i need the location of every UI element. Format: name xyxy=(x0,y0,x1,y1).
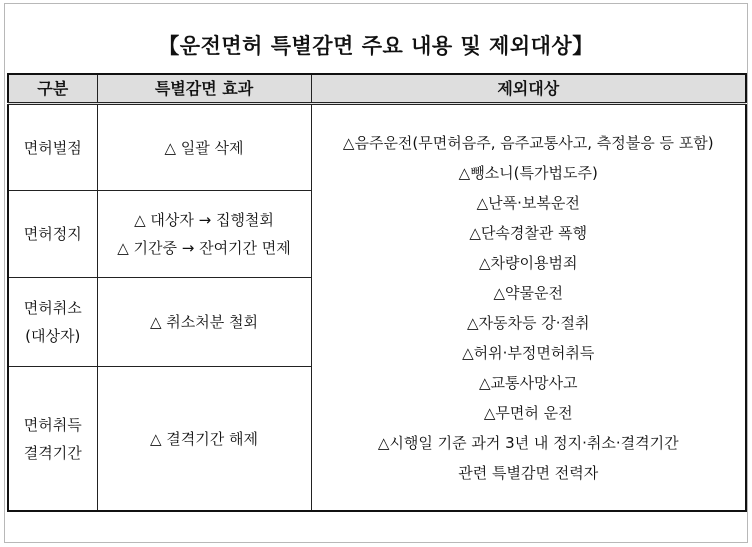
effect-line: △ 대상자 → 집행철회 xyxy=(134,211,274,229)
row-category xyxy=(8,367,97,512)
effect-line: △ 결격기간 해제 xyxy=(149,429,258,448)
exclusion-item: 관련 특별감면 전력자 xyxy=(458,463,599,482)
exclusion-item: △뺑소니(특가법도주) xyxy=(458,163,598,182)
row-category xyxy=(8,278,97,367)
exclusion-item: △음주운전(무면허음주, 음주교통사고, 측정불응 등 포함) xyxy=(342,133,714,152)
exclusion-item: △난폭·보복운전 xyxy=(476,193,580,212)
category-line: 면허취소 xyxy=(23,299,82,317)
row-effect xyxy=(97,104,311,191)
category-line: 면허벌점 xyxy=(23,138,82,157)
header-exclusion: 제외대상 xyxy=(311,74,746,104)
exemption-table xyxy=(7,73,747,512)
exclusion-item: △허위·부정면허취득 xyxy=(462,343,595,362)
exclusion-item: △약물운전 xyxy=(493,283,563,302)
category-line: 결격기간 xyxy=(23,443,82,462)
row-category xyxy=(8,104,97,191)
effect-line: △ 기간중 → 잔여기간 면제 xyxy=(117,239,291,257)
table-row xyxy=(8,104,746,191)
category-line: 면허취득 xyxy=(23,415,82,434)
row-effect xyxy=(97,367,311,512)
exclusion-item: △자동차등 강·절취 xyxy=(466,313,590,332)
exclusion-item: △교통사망사고 xyxy=(479,373,578,392)
effect-line: △ 취소처분 철회 xyxy=(149,313,258,331)
header-category: 구분 xyxy=(8,74,97,104)
exclusion-item: △단속경찰관 폭행 xyxy=(469,223,588,242)
exclusion-list xyxy=(311,104,746,512)
exclusion-item: △차량이용범죄 xyxy=(479,253,578,272)
row-category xyxy=(8,191,97,278)
page-title: 【운전면허 특별감면 주요 내용 및 제외대상】 xyxy=(158,34,594,58)
table-header-row xyxy=(8,74,746,104)
header-effect: 특별감면 효과 xyxy=(97,74,311,104)
category-line: (대상자) xyxy=(25,327,81,345)
exclusion-item: △시행일 기준 과거 3년 내 정지·취소·결격기간 xyxy=(377,433,679,452)
exclusion-item: △무면허 운전 xyxy=(483,403,573,422)
row-effect xyxy=(97,278,311,367)
category-line: 면허정지 xyxy=(23,225,82,243)
row-effect xyxy=(97,191,311,278)
effect-line: △ 일괄 삭제 xyxy=(164,138,244,157)
